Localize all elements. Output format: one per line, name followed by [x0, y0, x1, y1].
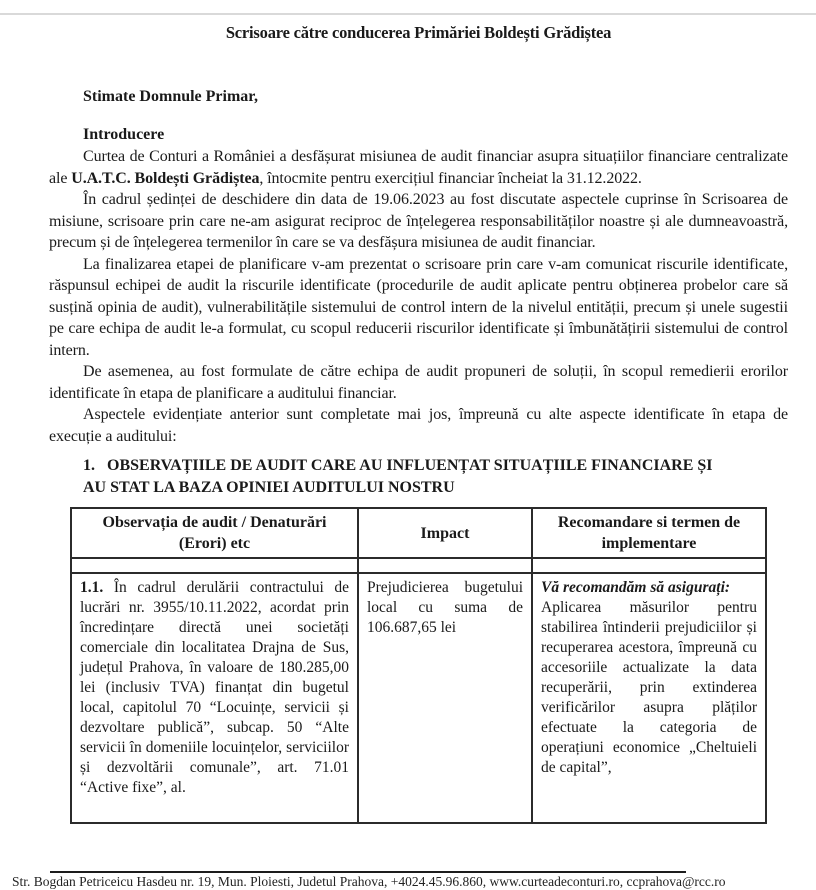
footer-address: Str. Bogdan Petriceicu Hasdeu nr. 19, Mun. Ploiesti, Judetul Prahova, +4024.45.96.860, www.curteadeconturi.ro, ccprahova@rcc.ro: [12, 874, 726, 889]
observation-number: 1.1.: [80, 579, 104, 596]
intro-text-after: , întocmite pentru exercițiul financiar încheiat la 31.12.2022.: [259, 169, 642, 187]
audit-observations-table: [70, 507, 767, 824]
recommendation-text: Aplicarea măsurilor pentru stabilirea întinderii prejudiciilor și recuperarea acestora, împreună cu accesoriile actualizate la data recuperării, prin extinderea verificărilor asupra plăților efectuate la categoria de operațiuni economice „Cheltuieli de capital”,: [541, 599, 757, 776]
spacer-cell: [358, 558, 532, 573]
section-heading: [83, 455, 788, 498]
letter-body: [49, 0, 788, 824]
paragraph-planning-phase: La finalizarea etapei de planificare v-am prezentat o scrisoare prin care v-am comunicat riscurile identificate, răspunsul echipei de audit la riscurile identificate (procedurile de audit aplicate pentru obținerea probelor care să susțină opinia de audit), vulnerabilitățile sistemului de control intern de la nivelul entității, precum și unele sugestii pe care echipa de audit le-a formulat, cu scopul reducerii riscurilor identificate și îmbunătățirii sistemului de control intern.: [49, 255, 788, 359]
section-title-line1: OBSERVAȚIILE DE AUDIT CARE AU INFLUENȚAT SITUAȚIILE FINANCIARE ȘI: [107, 457, 713, 474]
cell-impact: Prejudicierea bugetului local cu suma de 106.687,65 lei: [358, 573, 532, 823]
section-number: 1.: [83, 457, 95, 474]
table-spacer-row: [71, 558, 766, 573]
section-heading-line2: AU STAT LA BAZA OPINIEI AUDITULUI NOSTRU: [83, 478, 455, 496]
cell-observation: [71, 573, 358, 823]
table-header-row: [71, 508, 766, 558]
paragraph-opening-meeting: În cadrul ședinței de deschidere din data de 19.06.2023 au fost discutate aspectele cuprinse în Scrisoarea de misiune, scrisoare prin care ne-am asigurat reciproc de înțelegerea responsabilităților noastre și ale dumneavoastră, precum și de înțelegerea termenilor în care se va desfășura misiunea de audit financiar.: [49, 191, 788, 251]
recommendation-intro: Vă recomandăm să asigurați:: [541, 579, 731, 596]
table-row: [71, 573, 766, 823]
entity-name: U.A.T.C. Boldești Grădiștea: [71, 169, 260, 187]
page-title: Scrisoare către conducerea Primăriei Boldești Grădiștea: [225, 23, 612, 42]
header-impact: Impact: [358, 508, 532, 558]
section-heading-line1: [83, 455, 788, 477]
header-recommendation: Recomandare si termen de implementare: [532, 508, 766, 558]
header-observation: Observația de audit / Denaturări (Erori) etc: [71, 508, 358, 558]
spacer-cell: [71, 558, 358, 573]
observation-text: În cadrul derulării contractului de lucrări nr. 3955/10.11.2022, acordat prin încredințare directă unei societăți comerciale din localitatea Drajna de Sus, județul Prahova, în valoare de 180.285,00 lei (inclusiv TVA) finanțat din bugetul local, capitolul 70 “Locuințe, servicii și dezvoltare publică”, subcap. 50 “Alte servicii în domeniile locuințelor, serviciilor și dezvoltării comunale”, art. 71.01 “Active fixe”, al.: [80, 579, 349, 796]
intro-paragraph: [49, 146, 788, 189]
salutation: Stimate Domnule Primar,: [83, 88, 258, 105]
cell-recommendation: [532, 573, 766, 823]
paragraph-aspects: Aspectele evidențiate anterior sunt completate mai jos, împreună cu alte aspecte identificate în etapa de execuție a auditului:: [49, 406, 788, 445]
intro-text-before: Curtea de Conturi a României a desfășurat misiunea de audit financiar asupra situațiilor financiare centralizate ale: [49, 148, 788, 187]
intro-heading: Introducere: [83, 126, 165, 143]
footer-rule: [50, 871, 686, 873]
spacer-cell: [532, 558, 766, 573]
paragraph-solutions: De asemenea, au fost formulate de către echipa de audit propuneri de soluții, în scopul remedierii erorilor identificate în etapa de planificare a auditului financiar.: [49, 363, 788, 402]
